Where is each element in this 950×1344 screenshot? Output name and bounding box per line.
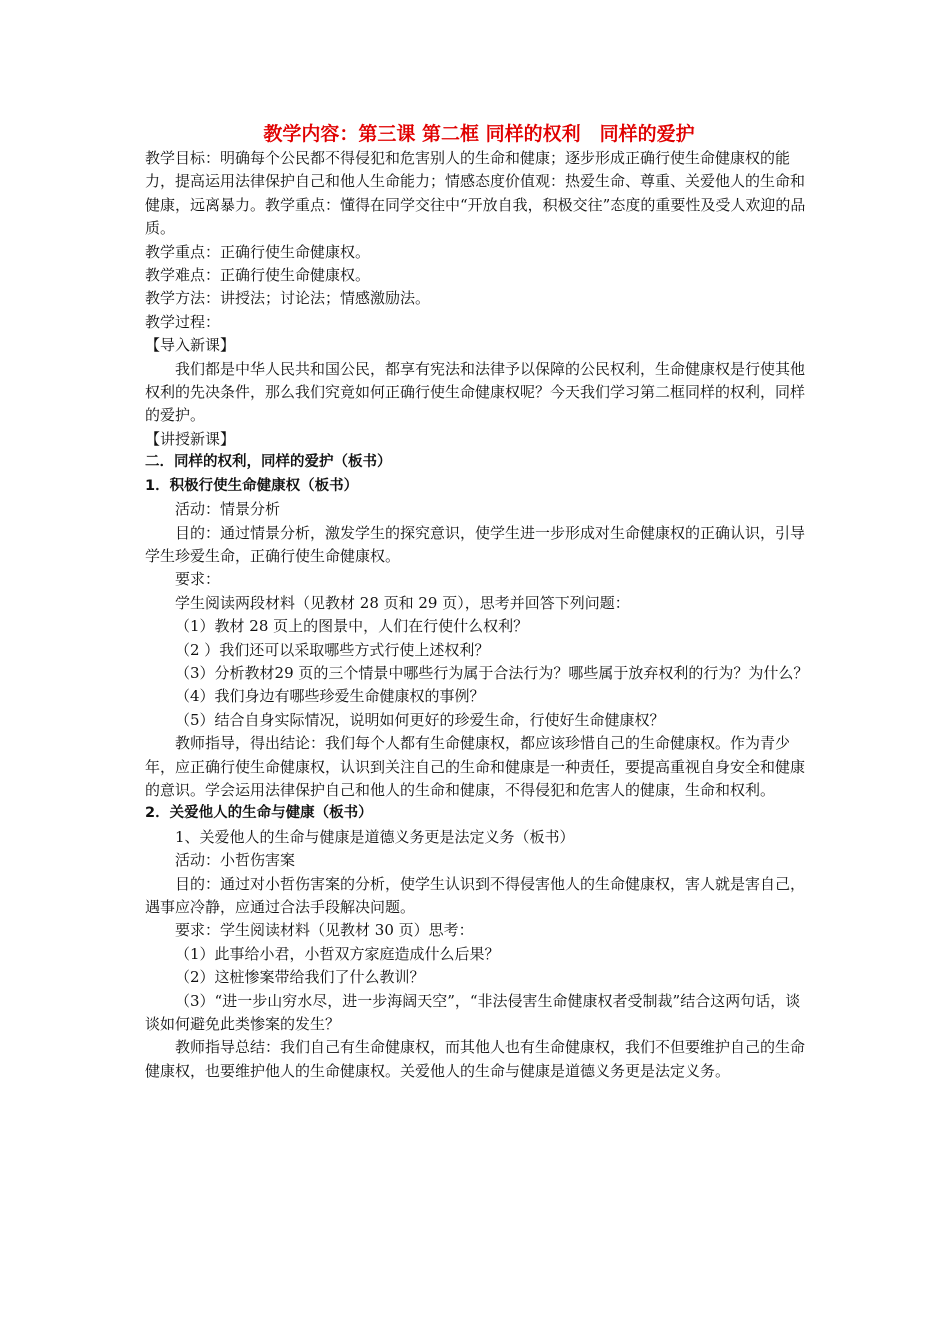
question-1-5: （5）结合自身实际情况，说明如何更好的珍爱生命，行使好生命健康权？ [175, 710, 665, 729]
question-2-2: （2）这桩惨案带给我们了什么教训？ [175, 968, 425, 987]
paragraph-difficulty: 教学难点：正确行使生命健康权。 [145, 266, 371, 285]
paragraph-summary-2: 教师指导总结：我们自己有生命健康权，而其他人也有生命健康权，我们不但要维护自己的生命健康权，也要维护他人的生命健康权。关爱他人的生命与健康是道德义务更是法定义务。 [145, 1038, 806, 1080]
paragraph-purpose-1: 目的：通过情景分析，激发学生的探究意识，使学生进一步形成对生命健康权的正确认识，引导学生珍爱生命，正确行使生命健康权。 [145, 523, 806, 565]
document-page [145, 121, 813, 1083]
paragraph-purpose-2: 目的：通过对小哲伤害案的分析，使学生认识到不得侵害他人的生命健康权，害人就是害自己，遇事应冷静，应通过合法手段解决问题。 [145, 874, 806, 916]
heading-new-lesson: 【讲授新课】 [145, 429, 236, 448]
subsection-heading-1: 1．积极行使生命健康权（板书） [145, 477, 359, 494]
paragraph-point-1: 1、关爱他人的生命与健康是道德义务更是法定义务（板书） [175, 827, 575, 846]
subsection-heading-2: 2．关爱他人的生命与健康（板书） [145, 805, 373, 822]
document-title: 教学内容：第三课 第二框 同样的权利 同样的爱护 [263, 123, 695, 145]
paragraph-requirements-2: 要求：学生阅读材料（见教材 30 页）思考： [175, 921, 474, 940]
paragraph-activity-1: 活动：情景分析 [175, 500, 281, 519]
question-1-4: （4）我们身边有哪些珍爱生命健康权的事例？ [175, 687, 485, 706]
question-1-2: （2 ）我们还可以采取哪些方式行使上述权利？ [175, 640, 490, 659]
paragraph-intro: 我们都是中华人民共和国公民，都享有宪法和法律予以保障的公民权利，生命健康权是行使其他权利的先决条件，那么我们究竟如何正确行使生命健康权呢？今天我们学习第二框同样的权利，同样的爱护。 [145, 359, 806, 425]
paragraph-methods: 教学方法：讲授法；讨论法；情感激励法。 [145, 289, 431, 308]
paragraph-process: 教学过程： [145, 312, 221, 331]
question-1-3: （3）分析教材29 页的三个情景中哪些行为属于合法行为？哪些属于放弃权利的行为？为什么？ [175, 663, 809, 682]
section-heading-2: 二．同样的权利，同样的爱护（板书） [145, 454, 392, 471]
paragraph-requirements-1: 要求： [175, 570, 221, 589]
paragraph-conclusion-1: 教师指导，得出结论：我们每个人都有生命健康权，都应该珍惜自己的生命健康权。作为青少年，应正确行使生命健康权，认识到关注自己的生命和健康是一种责任，要提高重视自身安全和健康的意识。学会运用法律保护自己和他人的生命和健康，不得侵犯和危害人的健康，生命和权利。 [145, 734, 806, 799]
question-2-1: （1）此事给小君，小哲双方家庭造成什么后果？ [175, 944, 500, 963]
question-1-1: （1）教材 28 页上的图景中，人们在行使什么权利？ [175, 617, 529, 636]
paragraph-reading-1: 学生阅读两段材料（见教材 28 页和 29 页），思考并回答下列问题： [175, 593, 630, 612]
heading-intro: 【导入新课】 [145, 336, 236, 355]
paragraph-key-point: 教学重点：正确行使生命健康权。 [145, 242, 371, 261]
question-2-3: （3）“进一步山穷水尽，进一步海阔天空”，“非法侵害生命健康权者受制裁”结合这两句话，谈谈如何避免此类惨案的发生？ [145, 991, 801, 1034]
paragraph-activity-2: 活动：小哲伤害案 [175, 851, 296, 870]
paragraph-objectives: 教学目标：明确每个公民都不得侵犯和危害别人的生命和健康；逐步形成正确行使生命健康权的能力，提高运用法律保护自己和他人生命能力；情感态度价值观：热爱生命、尊重、关爱他人的生命和健康，远离暴力。教学重点：懂得在同学交往中“开放自我，积极交往”态度的重要性及受人欢迎的品质。 [145, 149, 806, 238]
